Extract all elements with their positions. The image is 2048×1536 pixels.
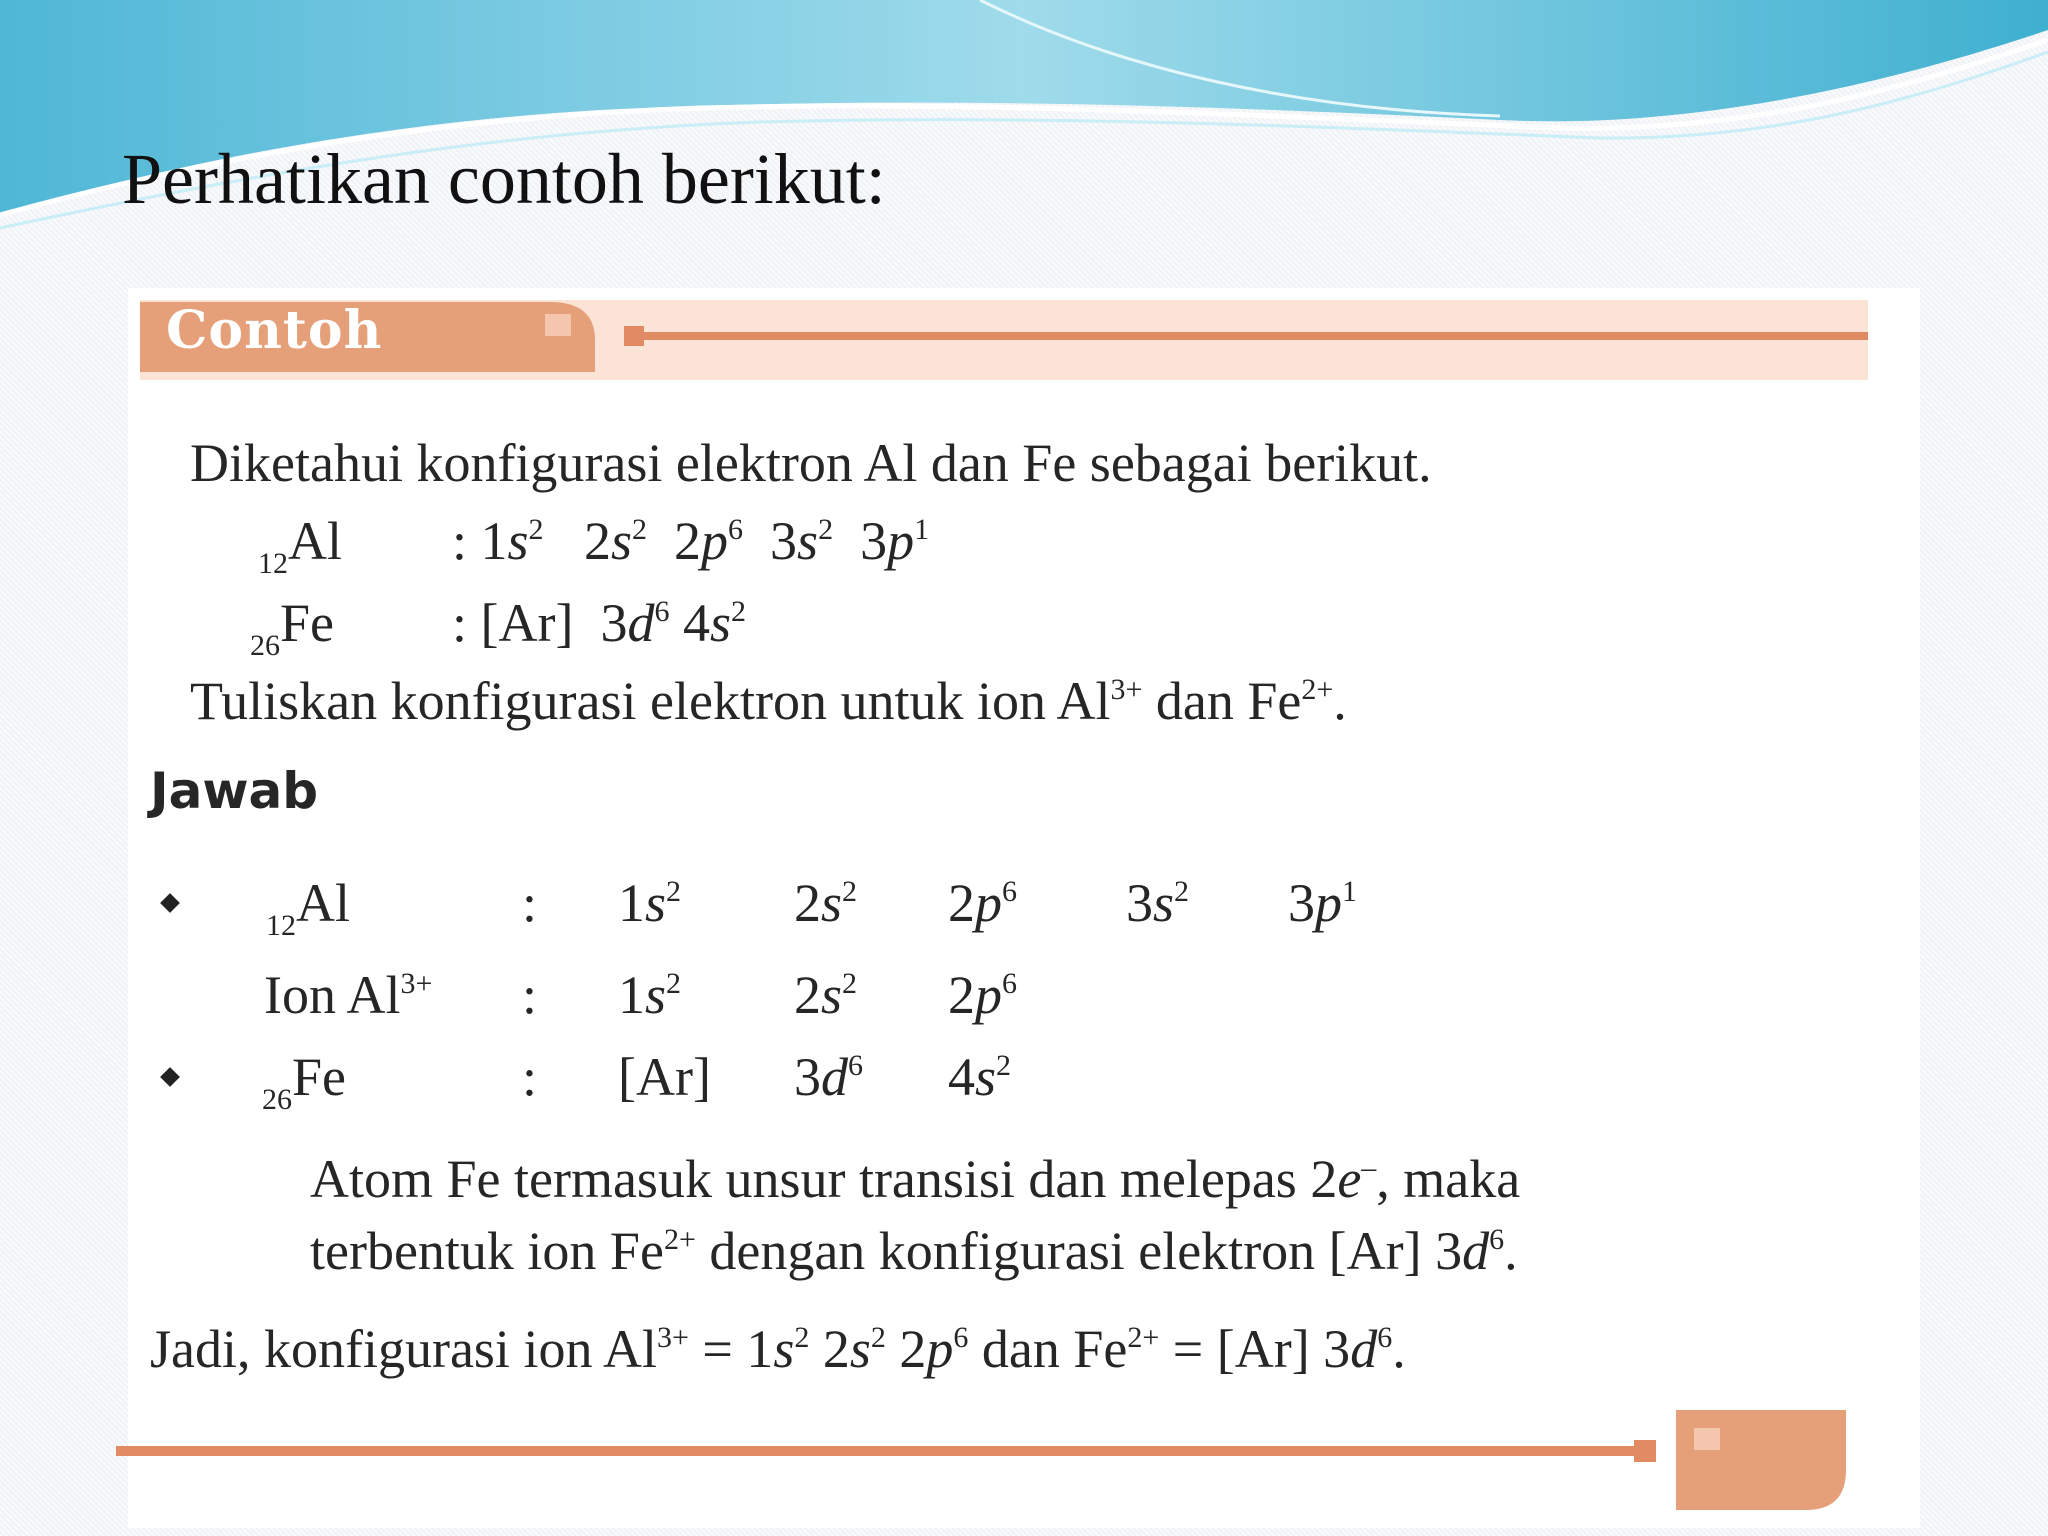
answer-al-cell: $2p^6$: [948, 873, 1017, 933]
answer-al-ion-cell: $2p^6$: [948, 965, 1017, 1025]
answer-al-cell: $2s^2$: [794, 873, 858, 933]
answer-al-ion-cell: $2s^2$: [794, 965, 858, 1025]
answer-fe-cell: $3d^6$: [794, 1047, 863, 1107]
orbital: $3s^2$: [770, 511, 834, 571]
answer-al-ion-colon: :: [522, 965, 538, 1025]
orbital: $3d^6$: [600, 593, 670, 653]
answer-al-ion-cell: $1s^2$: [618, 965, 682, 1025]
answer-al-ion-label: Ion $Al^{3+}$: [264, 965, 433, 1025]
question-task: Tuliskan konfigurasi elektron untuk ion $Al^{3+}$ dan $Fe^{2+}$.: [190, 671, 1347, 731]
answer-al-cell: $3s^2$: [1126, 873, 1190, 933]
question-fe-config: : [Ar] $3d^6$ $4s^2$: [452, 593, 746, 653]
question-al-config: : $1s^2$ $2s^2$ $2p^6$ $3s^2$ $3p^1$: [452, 511, 930, 571]
answer-fe-symbol: $_{26}$Fe: [262, 1047, 346, 1116]
orbital: $2s^2$: [584, 511, 648, 571]
answer-fe-core: [Ar]: [618, 1047, 711, 1107]
answer-conclusion: Jadi, konfigurasi ion $Al^{3+} = 1s^2$ $2s^2$ $2p^6$ dan $Fe^{2+} = [Ar]$ $3d^6$.: [150, 1319, 1406, 1379]
question-intro: Diketahui konfigurasi elektron Al dan Fe sebagai berikut.: [190, 433, 1432, 493]
answer-al-cell: $3p^1$: [1288, 873, 1357, 933]
example-header-bar: [140, 290, 1924, 385]
orbital: $3p^1$: [860, 511, 930, 571]
orbital: $2p^6$: [674, 511, 744, 571]
slide-title: Perhatikan contoh berikut:: [122, 139, 886, 219]
answer-heading: Jawab: [150, 762, 319, 820]
example-tab-label: Contoh: [166, 300, 383, 361]
answer-al-symbol: $_{12}$Al: [266, 873, 350, 942]
answer-fe-colon: :: [522, 1047, 538, 1107]
question-al-symbol: $_{12}$Al: [258, 511, 342, 580]
answer-al-colon: :: [522, 873, 538, 933]
orbital: $4s^2$: [682, 593, 746, 653]
answer-fe-cell: $4s^2$: [948, 1047, 1012, 1107]
answer-explanation-line2: terbentuk ion $Fe^{2+}$ dengan konfigurasi elektron [Ar] $3d^6$.: [310, 1221, 1518, 1281]
orbital: $1s^2$: [480, 511, 544, 571]
answer-al-cell: $1s^2$: [618, 873, 682, 933]
example-footer-bar: [116, 1410, 1846, 1530]
question-fe-symbol: $_{26}$Fe: [250, 593, 334, 662]
answer-explanation-line1: Atom Fe termasuk unsur transisi dan melepas 2e–, maka: [310, 1149, 1521, 1209]
